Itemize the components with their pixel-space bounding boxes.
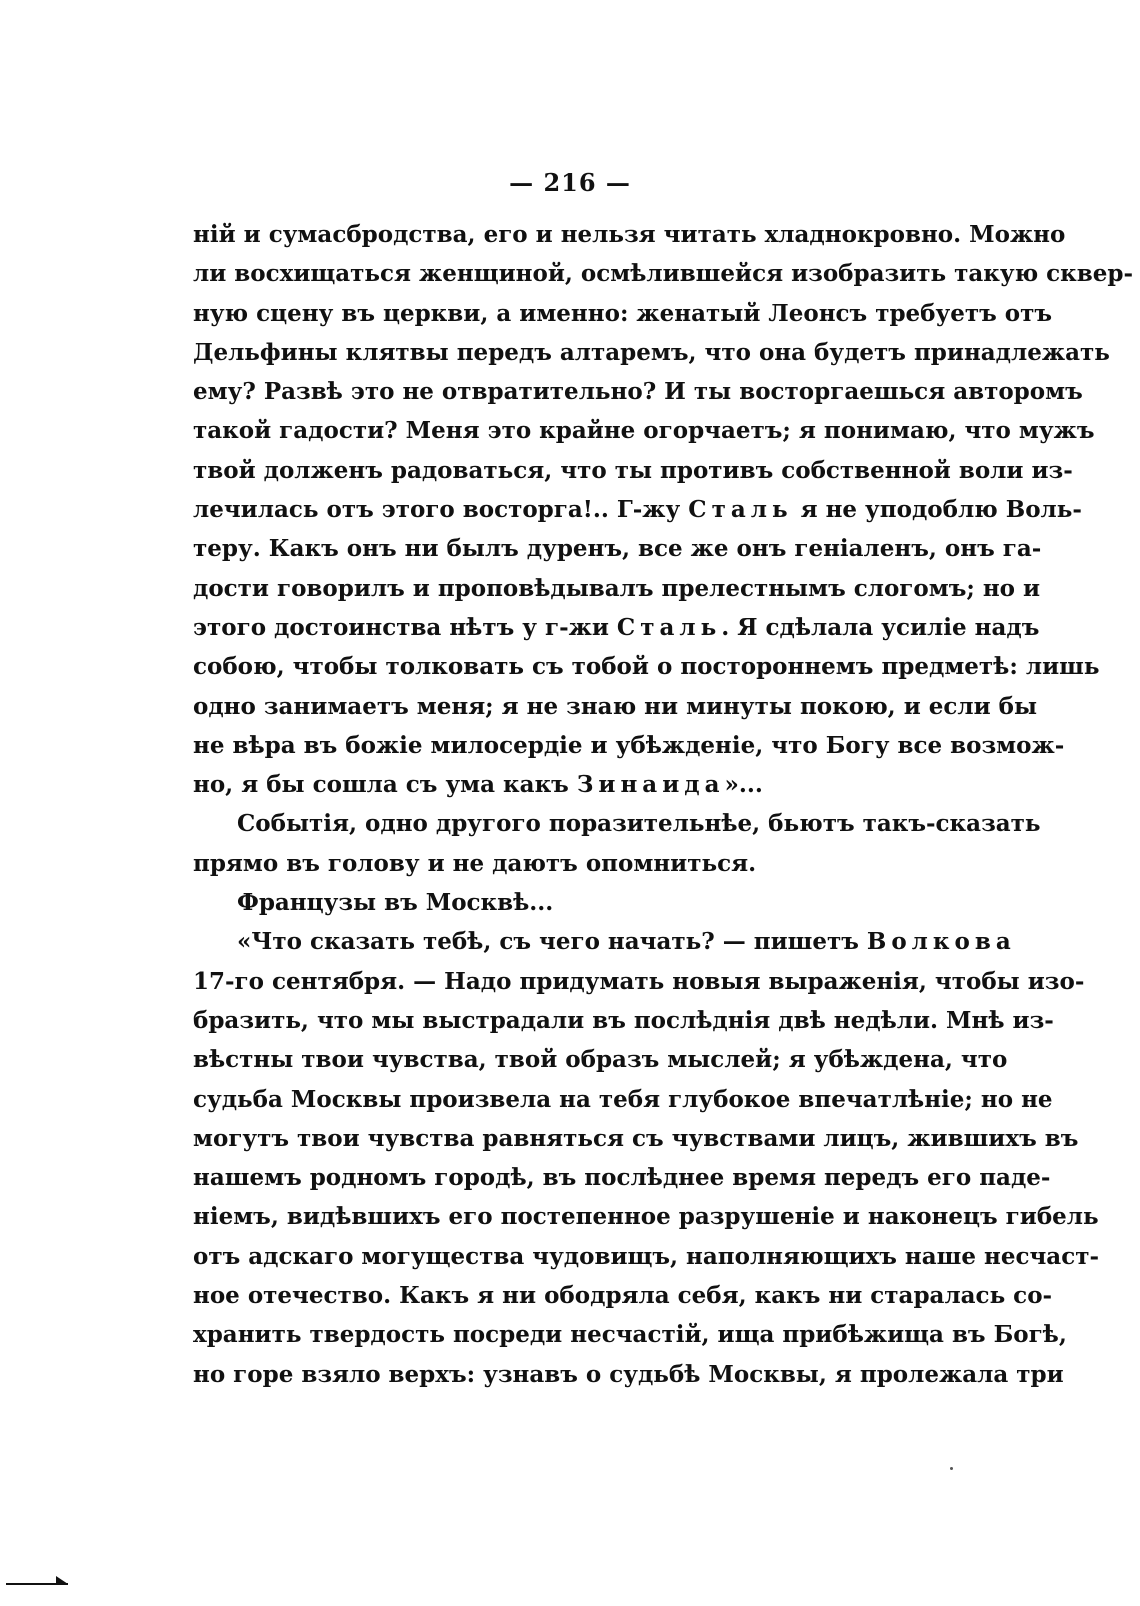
text-line: судьба Москвы произвела на тебя глубокое впечатлѣніе; но не <box>193 1085 1053 1113</box>
text-segment: «Что сказать тебѣ, съ чего начать? — пишетъ <box>237 928 867 956</box>
spaced-name: Волкова <box>866 928 1016 956</box>
text-segment: . Я сдѣлала усиліе надъ <box>721 613 1040 641</box>
text-line: ли восхищаться женщиной, осмѣлившейся изобразить такую сквер- <box>193 260 1134 288</box>
text-line: одно занимаетъ меня; я не знаю ни минуты покою, и если бы <box>193 692 1038 720</box>
text-line: не вѣра въ божіе милосердіе и убѣжденіе, что Богу все возмож- <box>193 731 1065 759</box>
paragraph-start-line: Событія, одно другого поразительнѣе, бьютъ такъ-сказать <box>237 810 1041 838</box>
text-segment: лечилась отъ этого восторга!.. Г-жу <box>193 496 689 524</box>
text-line: вѣстны твои чувства, твой образъ мыслей; я убѣждена, что <box>193 1046 1008 1074</box>
spaced-name: Зинаида <box>576 771 725 799</box>
body-text <box>193 215 1134 1394</box>
text-segment: но, я бы сошла съ ума какъ <box>193 771 577 799</box>
text-segment: я не уподоблю Воль- <box>792 496 1082 524</box>
text-line <box>193 765 939 804</box>
text-line: бразить, что мы выстрадали въ послѣднія двѣ недѣли. Мнѣ из- <box>193 1006 1054 1034</box>
paragraph-start-line: Французы въ Москвѣ... <box>237 889 554 917</box>
text-line: такой гадости? Меня это крайне огорчаетъ; я понимаю, что мужъ <box>193 417 1095 445</box>
text-segment: »... <box>724 771 763 799</box>
text-line: дости говорилъ и проповѣдывалъ прелестнымъ слогомъ; но и <box>193 574 1041 602</box>
scan-corner-mark-icon <box>6 1576 68 1586</box>
page-number: — 216 — <box>509 168 631 197</box>
text-line: ное отечество. Какъ я ни ободряла себя, какъ ни старалась со- <box>193 1282 1053 1310</box>
text-line: собою, чтобы толковать съ тобой о постороннемъ предметѣ: лишь <box>193 653 1100 681</box>
text-line: нашемъ родномъ городѣ, въ послѣднее время передъ его паде- <box>193 1164 1051 1192</box>
text-line: 17-го сентября. — Надо придумать новыя выраженія, чтобы изо- <box>193 967 1085 995</box>
spaced-name: Сталь <box>688 496 793 524</box>
text-line: прямо въ голову и не даютъ опомниться. <box>193 849 757 877</box>
text-line <box>193 608 1040 647</box>
text-line <box>193 490 1082 529</box>
text-line: теру. Какъ онъ ни былъ дуренъ, все же онъ геніаленъ, онъ га- <box>193 535 1042 563</box>
text-line: твой долженъ радоваться, что ты противъ собственной воли из- <box>193 456 1073 484</box>
paragraph-start-line <box>193 922 1016 961</box>
text-line: Дельфины клятвы передъ алтаремъ, что она будетъ принадлежать <box>193 338 1110 366</box>
text-line: ніемъ, видѣвшихъ его постепенное разрушеніе и наконецъ гибель <box>193 1203 1099 1231</box>
text-line: ему? Развѣ это не отвратительно? И ты восторгаешься авторомъ <box>193 378 1083 406</box>
text-segment: этого достоинства нѣтъ у г-жи <box>193 613 617 641</box>
spaced-name: Сталь <box>616 613 722 641</box>
text-line: отъ адскаго могущества чудовищъ, наполняющихъ наше несчаст- <box>193 1242 1100 1270</box>
text-line: ній и сумасбродства, его и нельзя читать хладнокровно. Можно <box>193 221 1066 248</box>
text-line: но горе взяло верхъ: узнавъ о судьбѣ Москвы, я пролежала три <box>193 1360 1064 1388</box>
text-line: могутъ твои чувства равняться съ чувствами лицъ, жившихъ въ <box>193 1124 1079 1152</box>
text-line: ную сцену въ церкви, а именно: женатый Леонсъ требуетъ отъ <box>193 299 1053 327</box>
text-line: хранить твердость посреди несчастій, ища прибѣжища въ Богѣ, <box>193 1321 1067 1349</box>
scan-speck <box>950 1467 953 1470</box>
